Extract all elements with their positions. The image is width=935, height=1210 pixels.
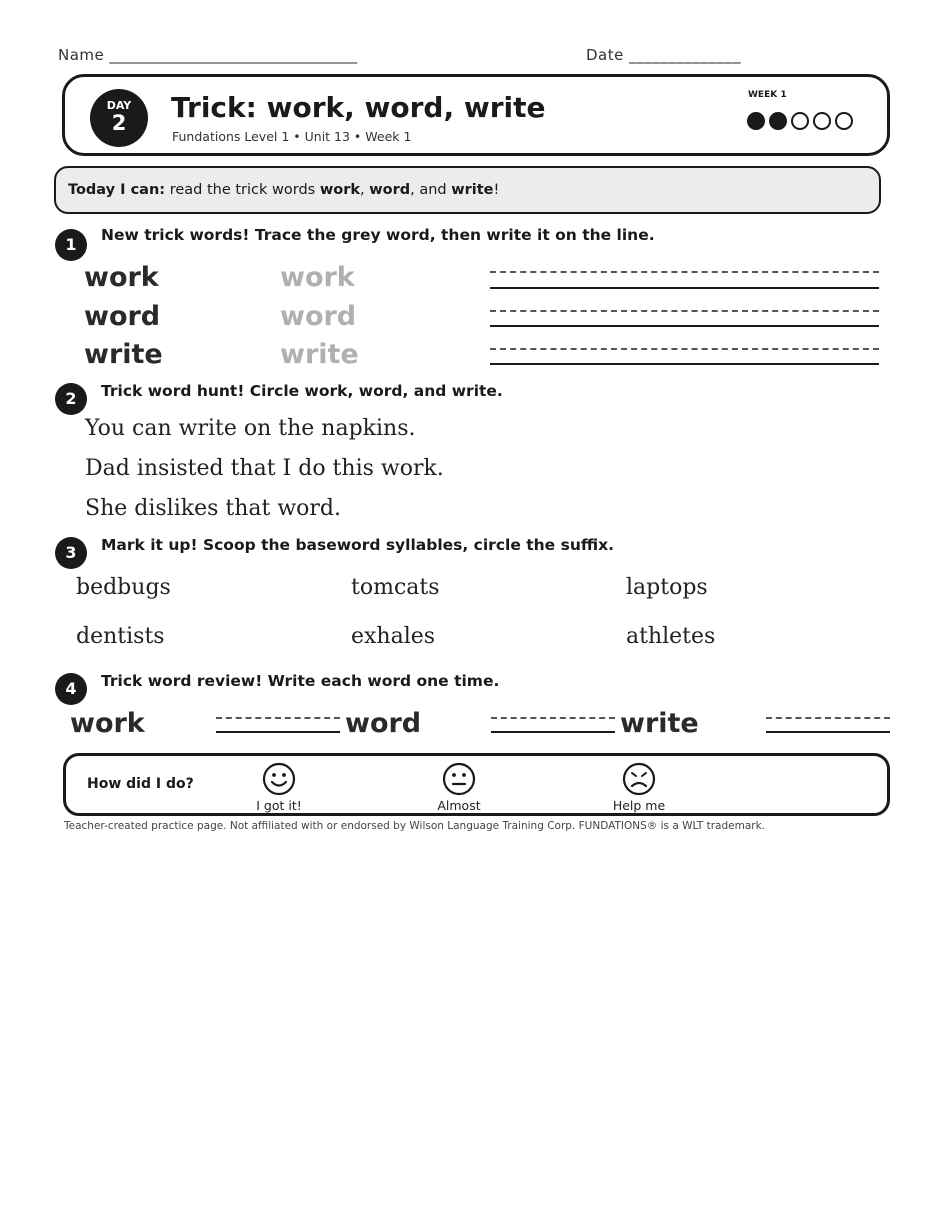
goal-word-2: word bbox=[369, 182, 411, 198]
section-number: 4 bbox=[55, 673, 87, 705]
hunt-sentence[interactable]: You can write on the napkins. bbox=[85, 416, 416, 441]
review-word: work bbox=[70, 708, 145, 739]
week-label: WEEK 1 bbox=[748, 90, 787, 100]
section-number: 2 bbox=[55, 383, 87, 415]
progress-dot bbox=[769, 112, 787, 130]
goal-word-3: write bbox=[451, 182, 494, 198]
reflection-question: How did I do? bbox=[87, 776, 194, 792]
writing-line-dashed bbox=[490, 271, 879, 273]
option-label: I got it! bbox=[256, 798, 302, 813]
hunt-sentence[interactable]: She dislikes that word. bbox=[85, 496, 341, 521]
goal-word-1: work bbox=[319, 182, 360, 198]
suffix-word[interactable]: dentists bbox=[76, 624, 165, 649]
name-field-label: Name _______________________________ bbox=[58, 46, 358, 64]
writing-line-dashed bbox=[490, 310, 879, 312]
writing-line[interactable] bbox=[490, 363, 879, 365]
hunt-sentence[interactable]: Dad insisted that I do this work. bbox=[85, 456, 444, 481]
trick-word: work bbox=[84, 262, 159, 293]
trick-word: write bbox=[84, 339, 163, 370]
page-title: Trick: work, word, write bbox=[171, 91, 546, 124]
section-number: 1 bbox=[55, 229, 87, 261]
trick-word: word bbox=[84, 301, 161, 332]
writing-line[interactable] bbox=[216, 731, 340, 733]
self-reflection-box bbox=[63, 753, 890, 816]
goal-end: ! bbox=[493, 182, 500, 198]
footer-disclaimer: Teacher-created practice page. Not affiliated with or endorsed by Wilson Language Training Corp. FUNDATIONS® is a WLT trademark. bbox=[64, 820, 766, 832]
writing-line[interactable] bbox=[490, 287, 879, 289]
goal-prefix: Today I can: bbox=[68, 182, 166, 198]
progress-dot bbox=[813, 112, 831, 130]
frowning-face-icon[interactable] bbox=[622, 762, 656, 796]
option-label: Almost bbox=[437, 798, 481, 813]
review-word: word bbox=[345, 708, 422, 739]
writing-line-dashed bbox=[216, 717, 340, 719]
trace-word: write bbox=[280, 339, 359, 370]
goal-text: read the trick words bbox=[165, 182, 320, 198]
writing-line-dashed bbox=[491, 717, 615, 719]
progress-dot bbox=[747, 112, 765, 130]
writing-line[interactable] bbox=[490, 325, 879, 327]
suffix-word[interactable]: athletes bbox=[626, 624, 716, 649]
goal-sep: , bbox=[360, 182, 370, 198]
suffix-word[interactable]: exhales bbox=[351, 624, 436, 649]
day-label: DAY bbox=[106, 99, 132, 112]
writing-line[interactable] bbox=[491, 731, 615, 733]
goal-sep: , and bbox=[410, 182, 452, 198]
trace-word: work bbox=[280, 262, 355, 293]
writing-line-dashed bbox=[766, 717, 890, 719]
header-box bbox=[62, 74, 890, 156]
writing-line-dashed bbox=[490, 348, 879, 350]
section2-instruction: Trick word hunt! Circle work, word, and write. bbox=[101, 382, 503, 400]
day-badge bbox=[90, 89, 148, 147]
writing-line[interactable] bbox=[766, 731, 890, 733]
suffix-word[interactable]: laptops bbox=[626, 575, 708, 600]
learning-goal bbox=[54, 166, 881, 214]
progress-dot bbox=[791, 112, 809, 130]
day-number: 2 bbox=[111, 111, 127, 135]
suffix-word[interactable]: bedbugs bbox=[76, 575, 171, 600]
progress-dot bbox=[835, 112, 853, 130]
section1-instruction: New trick words! Trace the grey word, then write it on the line. bbox=[101, 226, 655, 244]
trace-word: word bbox=[280, 301, 357, 332]
review-word: write bbox=[620, 708, 699, 739]
section4-instruction: Trick word review! Write each word one time. bbox=[101, 672, 500, 690]
section-number: 3 bbox=[55, 537, 87, 569]
page-subtitle: Fundations Level 1 • Unit 13 • Week 1 bbox=[172, 129, 412, 144]
date-field-label: Date ______________ bbox=[586, 46, 742, 64]
section3-instruction: Mark it up! Scoop the baseword syllables, circle the suffix. bbox=[101, 536, 615, 554]
suffix-word[interactable]: tomcats bbox=[351, 575, 440, 600]
week-progress-dots bbox=[747, 112, 853, 130]
smiley-face-icon[interactable] bbox=[262, 762, 296, 796]
neutral-face-icon[interactable] bbox=[442, 762, 476, 796]
option-label: Help me bbox=[612, 798, 666, 813]
